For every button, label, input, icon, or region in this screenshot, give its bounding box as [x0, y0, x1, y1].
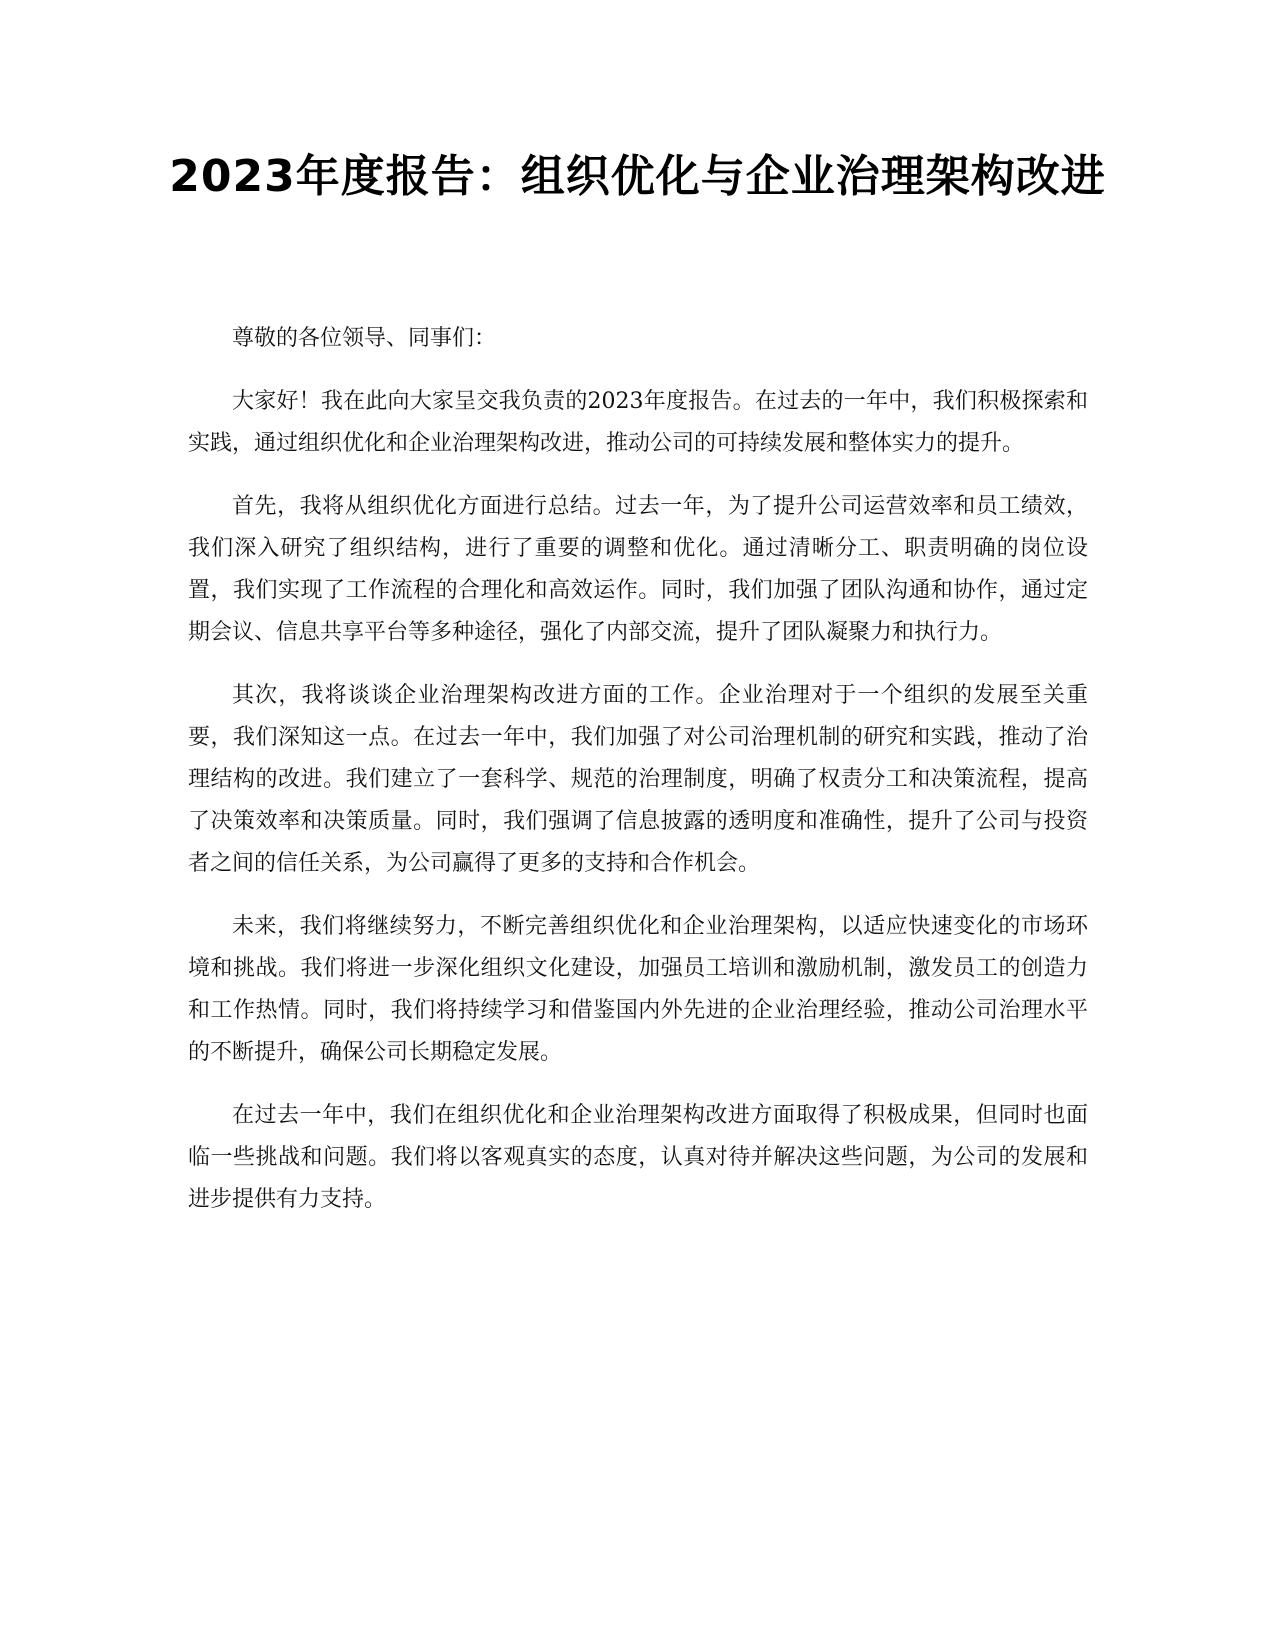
body-paragraph: 在过去一年中，我们在组织优化和企业治理架构改进方面取得了积极成果，但同时也面临一些挑战和问题。我们将以客观真实的态度，认真对待并解决这些问题，为公司的发展和进步提供有力支持。 — [188, 1103, 1088, 1212]
body-paragraph: 未来，我们将继续努力，不断完善组织优化和企业治理架构，以适应快速变化的市场环境和挑战。我们将进一步深化组织文化建设，加强员工培训和激励机制，激发员工的创造力和工作热情。同时，我们将持续学习和借鉴国内外先进的企业治理经验，推动公司治理水平的不断提升，确保公司长期稳定发展。 — [188, 914, 1088, 1065]
salutation-paragraph: 尊敬的各位领导、同事们： — [232, 326, 497, 351]
document-body — [188, 318, 1088, 1242]
document-title: 2023年度报告：组织优化与企业治理架构改进 — [169, 151, 1106, 202]
body-paragraph: 其次，我将谈谈企业治理架构改进方面的工作。企业治理对于一个组织的发展至关重要，我们深知这一点。在过去一年中，我们加强了对公司治理机制的研究和实践，推动了治理结构的改进。我们建立了一套科学、规范的治理制度，明确了权责分工和决策流程，提高了决策效率和决策质量。同时，我们强调了信息披露的透明度和准确性，提升了公司与投资者之间的信任关系，为公司赢得了更多的支持和合作机会。 — [188, 683, 1088, 876]
body-paragraph: 大家好！我在此向大家呈交我负责的2023年度报告。在过去的一年中，我们积极探索和实践，通过组织优化和企业治理架构改进，推动公司的可持续发展和整体实力的提升。 — [188, 389, 1088, 456]
body-paragraph: 首先，我将从组织优化方面进行总结。过去一年，为了提升公司运营效率和员工绩效，我们深入研究了组织结构，进行了重要的调整和优化。通过清晰分工、职责明确的岗位设置，我们实现了工作流程的合理化和高效运作。同时，我们加强了团队沟通和协作，通过定期会议、信息共享平台等多种途径，强化了内部交流，提升了团队凝聚力和执行力。 — [188, 494, 1088, 645]
